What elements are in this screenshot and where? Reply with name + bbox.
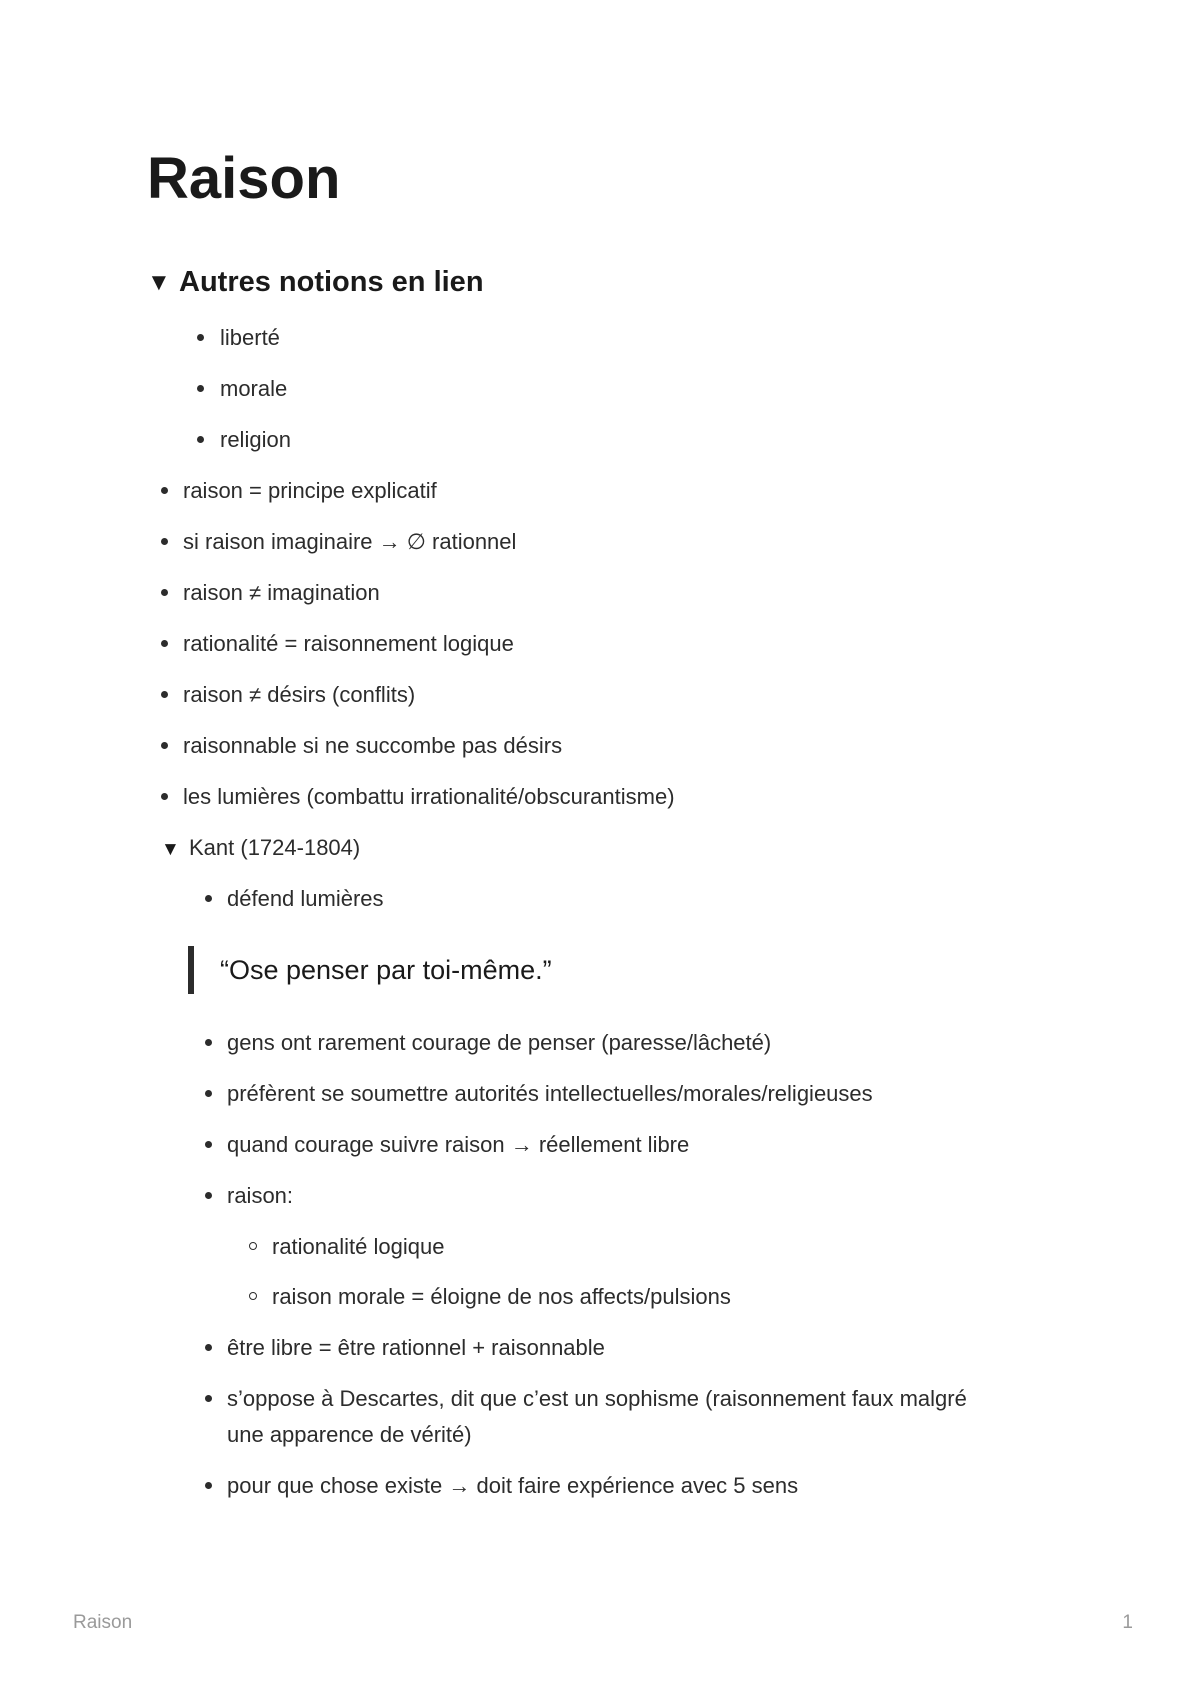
list-item-text: s’oppose à Descartes, dit que c’est un sophisme (raisonnement faux malgré [227, 1386, 967, 1411]
bullet-icon [161, 742, 168, 749]
toggle-related-notions[interactable] [147, 266, 484, 299]
list-item [197, 422, 291, 457]
bullet-icon [197, 436, 204, 443]
bullet-icon [161, 691, 168, 698]
toggle-related-notions-label: Autres notions en lien [179, 266, 484, 298]
list-item [161, 575, 380, 610]
bullet-icon [161, 538, 168, 545]
list-item-text: les lumières (combattu irrationalité/obscurantisme) [183, 784, 675, 809]
bullet-icon [161, 640, 168, 647]
sub-list-item [249, 1279, 731, 1314]
quote-text: “Ose penser par toi-même.” [220, 954, 552, 985]
footer-title: Raison [73, 1612, 133, 1633]
list-item [205, 1178, 293, 1213]
list-item [197, 371, 287, 406]
bullet-icon [205, 1344, 212, 1351]
list-item-text: raison = principe explicatif [183, 478, 437, 503]
bullet-icon [205, 1141, 212, 1148]
list-item-text: raison ≠ imagination [183, 580, 380, 605]
list-item [161, 677, 415, 712]
list-item [205, 1381, 967, 1416]
list-item [205, 1330, 605, 1365]
list-item [161, 779, 675, 814]
list-item-text: morale [220, 376, 288, 401]
hollow-bullet-icon [249, 1242, 257, 1250]
toggle-kant[interactable] [161, 830, 360, 865]
page-number: 1 [1122, 1612, 1133, 1633]
list-item-text: raison: [227, 1183, 294, 1208]
list-item-text: quand courage suivre raison → réellement libre [227, 1132, 690, 1157]
hollow-bullet-icon [249, 1292, 257, 1300]
bullet-icon [161, 487, 168, 494]
list-item-continuation [227, 1417, 472, 1452]
list-item [161, 473, 437, 508]
list-item [205, 1076, 873, 1111]
list-item-text: rationalité logique [272, 1234, 445, 1259]
list-item [197, 320, 280, 355]
list-item [161, 524, 516, 559]
bullet-icon [205, 1039, 212, 1046]
list-item-text: rationalité = raisonnement logique [183, 631, 514, 656]
list-item [205, 1127, 689, 1162]
list-item-text: si raison imaginaire → ∅ rationnel [183, 529, 517, 554]
list-item [161, 728, 562, 763]
bullet-icon [197, 334, 204, 341]
sub-list-item [249, 1229, 444, 1264]
list-item-text: préfèrent se soumettre autorités intellectuelles/morales/religieuses [227, 1081, 873, 1106]
bullet-icon [205, 1192, 212, 1199]
toggle-kant-label: Kant (1724-1804) [189, 835, 361, 860]
list-item-text: religion [220, 427, 291, 452]
bullet-icon [197, 385, 204, 392]
list-item-text: une apparence de vérité) [227, 1422, 472, 1447]
list-item-text: défend lumières [227, 886, 384, 911]
list-item [205, 1468, 798, 1503]
quote-block [188, 946, 552, 994]
bullet-icon [205, 1395, 212, 1402]
page-title: Raison [147, 146, 341, 211]
list-item-text: liberté [220, 325, 280, 350]
list-item [205, 881, 384, 916]
list-item-text: être libre = être rationnel + raisonnable [227, 1335, 605, 1360]
bullet-icon [205, 1482, 212, 1489]
bullet-icon [161, 589, 168, 596]
list-item-text: gens ont rarement courage de penser (paresse/lâcheté) [227, 1030, 772, 1055]
list-item-text: raison ≠ désirs (conflits) [183, 682, 416, 707]
list-item [161, 626, 514, 661]
triangle-down-icon[interactable]: ▼ [161, 839, 180, 860]
bullet-icon [161, 793, 168, 800]
list-item-text: pour que chose existe → doit faire expérience avec 5 sens [227, 1473, 799, 1498]
list-item-text: raison morale = éloigne de nos affects/pulsions [272, 1284, 731, 1309]
bullet-icon [205, 1090, 212, 1097]
list-item-text: raisonnable si ne succombe pas désirs [183, 733, 563, 758]
bullet-icon [205, 895, 212, 902]
triangle-down-icon[interactable]: ▼ [147, 268, 171, 296]
list-item [205, 1025, 771, 1060]
